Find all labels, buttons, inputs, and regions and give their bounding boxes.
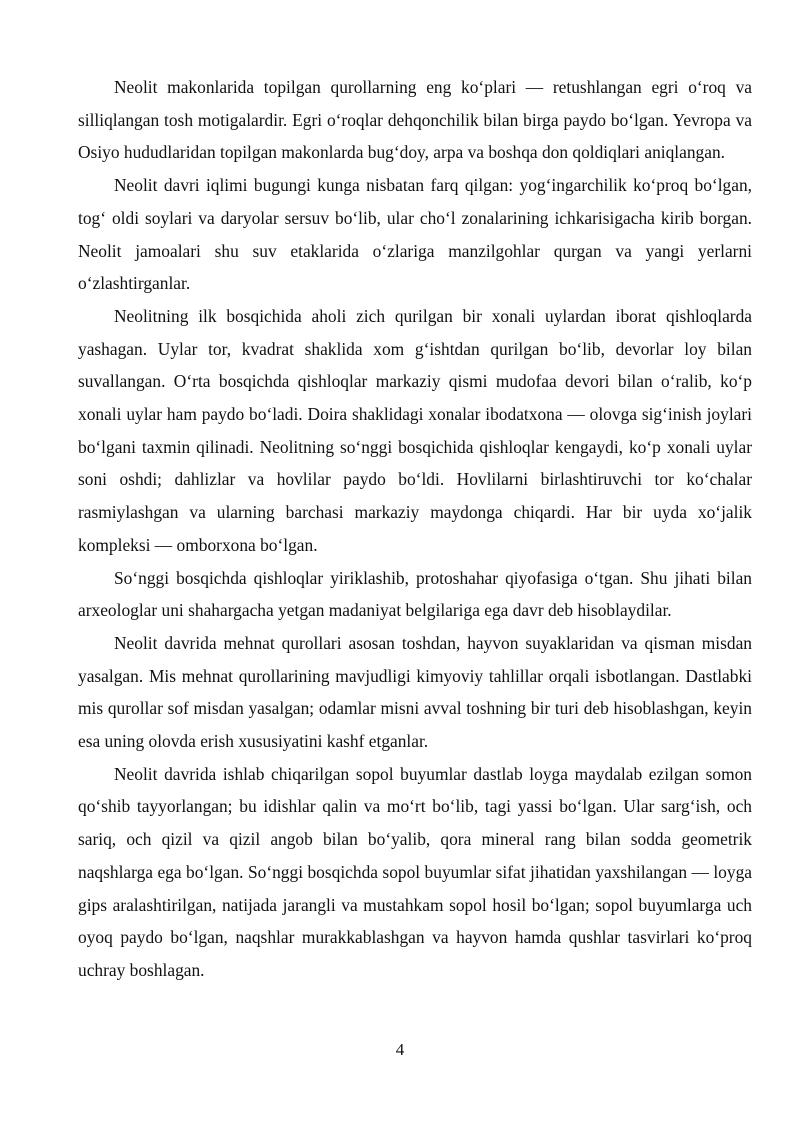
body-text [78, 71, 752, 987]
paragraph-1: Neolit makonlarida topilgan qurollarning eng ko‘plari — retushlangan egri o‘roq va silliqlangan tosh motigalardir. Egri o‘roqlar dehqonchilik bilan birga paydo bo‘lgan. Yevropa va Osiyo hududlaridan topilgan makonlarda bug‘doy, arpa va boshqa don qoldiqlari aniqlangan. [78, 77, 752, 163]
paragraph-4: So‘nggi bosqichda qishloqlar yiriklashib, protoshahar qiyofasiga o‘tgan. Shu jihati bilan arxeologlar uni shahargacha yetgan madaniyat belgilariga ega davr deb hisoblaydilar. [78, 567, 752, 621]
paragraph-5: Neolit davrida mehnat qurollari asosan toshdan, hayvon suyaklaridan va qisman misdan yasalgan. Mis mehnat qurollarining mavjudligi kimyoviy tahlillar orqali isbotlangan. Dastlabki mis qurollar sof misdan yasalgan; odamlar misni avval toshning bir turi deb hisoblashgan, keyin esa uning olovda erish xususiyatini kashf etganlar. [78, 632, 752, 752]
paragraph-6: Neolit davrida ishlab chiqarilgan sopol buyumlar dastlab loyga maydalab ezilgan somon qo‘shib tayyorlangan; bu idishlar qalin va mo‘rt bo‘lib, tagi yassi bo‘lgan. Ular sarg‘ish, och sariq, och qizil va qizil angob bilan bo‘yalib, qora mineral rang bilan sodda geometrik naqshlarga ega bo‘lgan. So‘nggi bosqichda sopol buyumlar sifat jihatidan yaxshilangan — loyga gips aralashtirilgan, natijada jarangli va mustahkam sopol hosil bo‘lgan; sopol buyumlarga uch oyoq paydo bo‘lgan, naqshlar murakkablashgan va hayvon hamda qushlar tasvirlari ko‘proq uchray boshlagan. [78, 763, 752, 980]
paragraph-3: Neolitning ilk bosqichida aholi zich qurilgan bir xonali uylardan iborat qishloqlarda yashagan. Uylar tor, kvadrat shaklida xom g‘ishtdan qurilgan bo‘lib, devorlar loy bilan suvallangan. O‘rta bosqichda qishloqlar markaziy qismi mudofaa devori bilan o‘ralib, ko‘p xonali uylar ham paydo bo‘ladi. Doira shaklidagi xonalar ibodatxona — olovga sig‘inish joylari bo‘lgani taxmin qilinadi. Neolitning so‘nggi bosqichida qishloqlar kengaydi, ko‘p xonali uylar soni oshdi; dahlizlar va hovlilar paydo bo‘ldi. Hovlilarni birlashtiruvchi tor ko‘chalar rasmiylashgan va ularning barchasi markaziy maydonga chiqardi. Har bir uyda xo‘jalik kompleksi — omborxona bo‘lgan. [78, 305, 752, 555]
page-number: 4 [395, 1040, 405, 1059]
paragraph-2: Neolit davri iqlimi bugungi kunga nisbatan farq qilgan: yog‘ingarchilik ko‘proq bo‘lgan, tog‘ oldi soylari va daryolar sersuv bo‘lib, ular cho‘l zonalarining ichkarisigacha kirib borgan. Neolit jamoalari shu suv etaklarida o‘zlariga manzilgohlar qurgan va yangi yerlarni o‘zlashtirganlar. [78, 175, 752, 294]
